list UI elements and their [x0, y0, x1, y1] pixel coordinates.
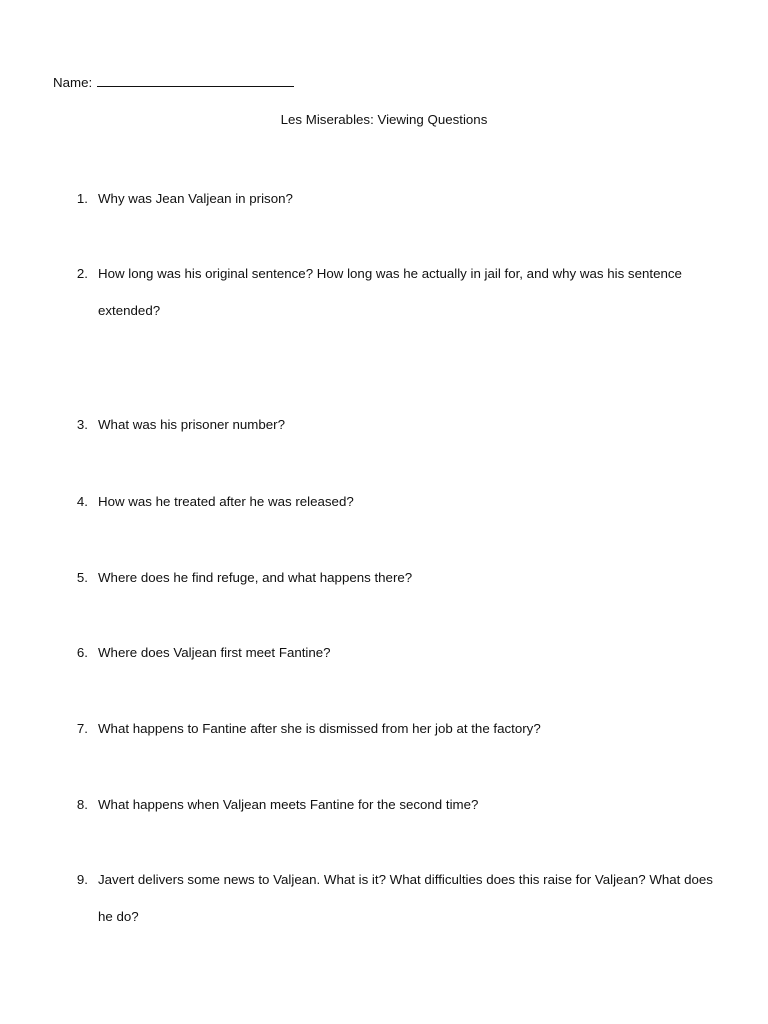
question-number: 1. — [76, 191, 88, 206]
question-number: 7. — [76, 721, 88, 736]
question-text: What was his prisoner number? — [98, 417, 285, 432]
question-text: Where does Valjean first meet Fantine? — [98, 645, 331, 660]
question-text: How was he treated after he was released? — [98, 494, 354, 509]
name-label: Name: — [53, 75, 93, 90]
question-number: 3. — [76, 417, 88, 432]
question-text: What happens when Valjean meets Fantine for the second time? — [98, 797, 479, 812]
question-text: Why was Jean Valjean in prison? — [98, 191, 293, 206]
question-number: 2. — [76, 266, 88, 281]
question-number: 8. — [76, 797, 88, 812]
question-text: Where does he find refuge, and what happens there? — [98, 570, 413, 585]
name-field — [53, 75, 294, 90]
question-number: 5. — [76, 570, 88, 585]
question-number: 9. — [76, 872, 88, 887]
page-title: Les Miserables: Viewing Questions — [280, 112, 488, 127]
question-text: What happens to Fantine after she is dismissed from her job at the factory? — [98, 721, 541, 736]
name-blank-line[interactable] — [97, 75, 294, 87]
question-text: How long was his original sentence? How long was he actually in jail for, and why was his sentence extended? — [98, 266, 682, 318]
question-number: 4. — [76, 494, 88, 509]
question-text: Javert delivers some news to Valjean. What is it? What difficulties does this raise for Valjean? What does he do? — [98, 872, 713, 924]
question-number: 6. — [76, 645, 88, 660]
